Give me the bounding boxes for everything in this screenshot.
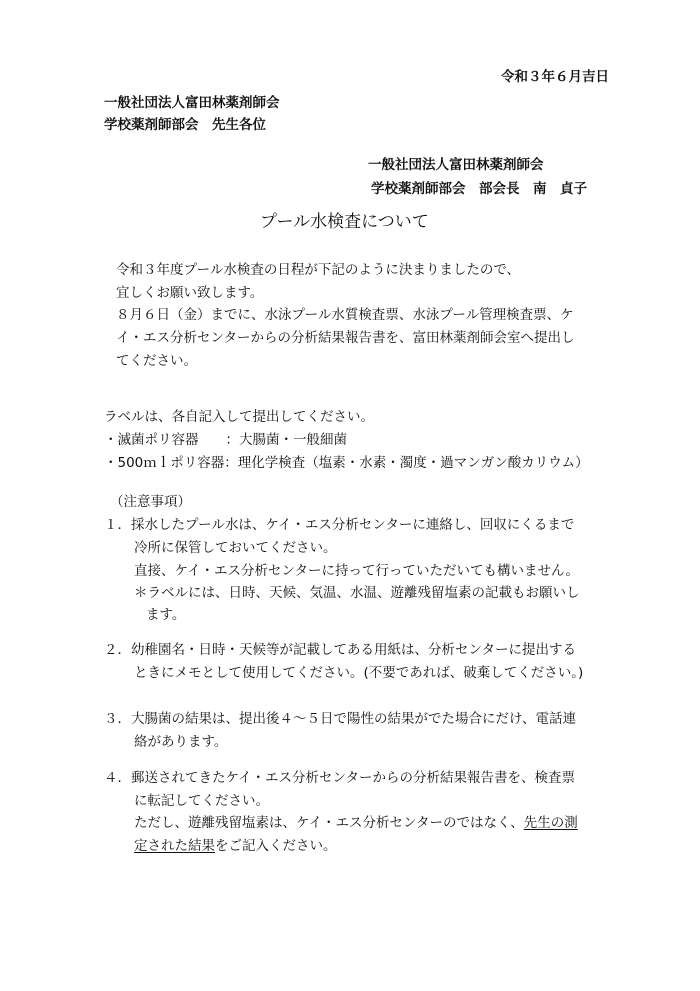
- note-4-line: [134, 815, 578, 831]
- intro-line: イ・エス分析センターからの分析結果報告書を、富田林薬剤師会室へ提出し: [116, 330, 575, 346]
- notes-heading: （注意事項）: [110, 494, 191, 510]
- note-1-line: 直接、ケイ・エス分析センターに持って行っていただいても構いません。: [134, 563, 579, 579]
- note-2-line: ときにメモとして使用してください。(不要であれば、破棄してください。): [134, 665, 584, 681]
- note-4-line: [134, 838, 337, 854]
- sender-name: 学校薬剤師部会 部会長 南 貞子: [371, 181, 587, 197]
- note-1-line: １．採水したプール水は、ケイ・エス分析センターに連絡し、回収にくるまで: [104, 517, 575, 533]
- labels-heading: ラベルは、各自記入して提出してください。: [104, 409, 374, 425]
- label-item-sterile-container: ・滅菌ポリ容器 ：大腸菌・一般細菌: [104, 432, 347, 448]
- note-4-text: ただし、遊離残留塩素は、ケイ・エス分析センターのではなく、: [134, 815, 524, 831]
- recipient-department: 学校薬剤師部会 先生各位: [104, 117, 266, 133]
- note-3-line: ３．大腸菌の結果は、提出後４～５日で陽性の結果がでた場合にだけ、電話連: [104, 711, 576, 727]
- underlined-emphasis: 先生の測: [523, 815, 578, 831]
- note-4-line: に転記してください。: [134, 793, 269, 809]
- note-3-line: 絡があります。: [134, 734, 228, 750]
- note-1-line: ます。: [146, 607, 186, 623]
- intro-line: 令和３年度プール水検査の日程が下記のように決まりましたので、: [116, 262, 521, 278]
- note-4-line: ４．郵送されてきたケイ・エス分析センターからの分析結果報告書を、検査票: [104, 770, 576, 786]
- intro-line: てください。: [116, 353, 197, 369]
- intro-line: 宜しくお願い致します。: [116, 285, 264, 301]
- label-item-poly-container: ・500ｍｌポリ容器：理化学検査（塩素・水素・濁度・過マンガン酸カリウム）: [104, 455, 589, 471]
- note-1-line: 冷所に保管しておいてください。: [134, 540, 337, 556]
- note-2-line: ２．幼稚園名・日時・天候等が記載してある用紙は、分析センターに提出する: [104, 642, 576, 658]
- intro-line: ８月６日（金）までに、水泳プール水質検査票、水泳プール管理検査票、ケ: [116, 307, 574, 323]
- sender-organization: 一般社団法人富田林薬剤師会: [368, 157, 544, 173]
- note-4-text: をご記入ください。: [215, 838, 337, 854]
- note-1-line: ＊ラベルには、日時、天候、気温、水温、遊離残留塩素の記載もお願いし: [134, 585, 580, 601]
- underlined-emphasis: 定された結果: [134, 838, 215, 854]
- document-date: 令和３年６月吉日: [501, 69, 609, 85]
- recipient-organization: 一般社団法人富田林薬剤師会: [104, 95, 280, 111]
- document-title: プール水検査について: [260, 212, 429, 232]
